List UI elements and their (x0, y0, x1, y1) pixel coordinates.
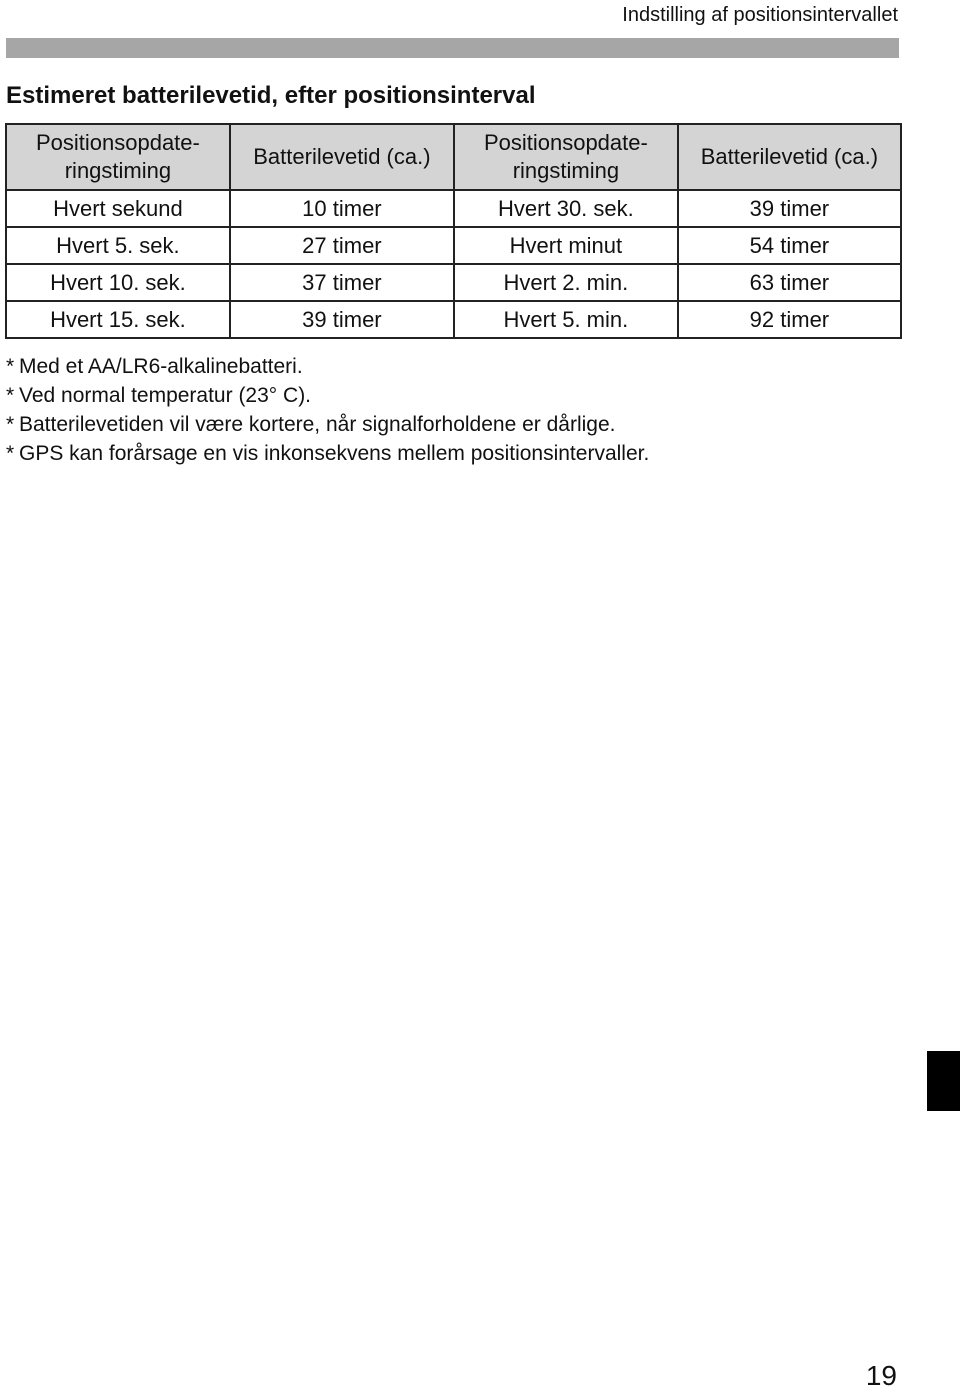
footnote-text: Batterilevetiden vil være kortere, når signalforholdene er dårlige. (19, 413, 616, 436)
table-cell: Hvert 15. sek. (6, 301, 230, 338)
table-cell: Hvert 10. sek. (6, 264, 230, 301)
table-cell: 54 timer (678, 227, 901, 264)
chapter-thumb-tab (927, 1051, 960, 1111)
table-row (6, 227, 901, 264)
footnote (6, 410, 649, 439)
footnote (6, 381, 649, 410)
footnote-text: Ved normal temperatur (23° C). (19, 384, 312, 407)
header-update-timing-1: Positionsopdate- ringstiming (6, 124, 230, 190)
footnote-marker: * (6, 413, 15, 436)
header-update-timing-2: Positionsopdate- ringstiming (454, 124, 678, 190)
table-cell: Hvert sekund (6, 190, 230, 227)
page-number: 19 (865, 1360, 897, 1391)
header-battery-life-1: Batterilevetid (ca.) (230, 124, 454, 190)
table-cell: 37 timer (230, 264, 454, 301)
footnote-text: GPS kan forårsage en vis inkonsekvens mellem positionsintervaller. (19, 442, 650, 465)
section-title: Estimeret batterilevetid, efter positionsinterval (6, 82, 536, 109)
footnote (6, 439, 649, 468)
table-cell: Hvert 2. min. (454, 264, 678, 301)
table-cell: 92 timer (678, 301, 901, 338)
table-cell: 39 timer (230, 301, 454, 338)
table-row (6, 190, 901, 227)
table-cell: Hvert 30. sek. (454, 190, 678, 227)
table-cell: 39 timer (678, 190, 901, 227)
table-cell: Hvert 5. sek. (6, 227, 230, 264)
footnotes (6, 352, 649, 468)
footnote-marker: * (6, 384, 15, 407)
header-battery-life-2: Batterilevetid (ca.) (678, 124, 901, 190)
table-cell: Hvert 5. min. (454, 301, 678, 338)
battery-life-table (5, 123, 902, 339)
table-cell: 27 timer (230, 227, 454, 264)
footnote-marker: * (6, 355, 15, 378)
table-cell: Hvert minut (454, 227, 678, 264)
table-header-row (6, 124, 901, 190)
header-rule (6, 38, 899, 58)
footnote-text: Med et AA/LR6-alkalinebatteri. (19, 355, 303, 378)
footnote (6, 352, 649, 381)
running-header: Indstilling af positionsintervallet (622, 4, 898, 26)
table-row (6, 264, 901, 301)
footnote-marker: * (6, 442, 15, 465)
table-cell: 63 timer (678, 264, 901, 301)
table-cell: 10 timer (230, 190, 454, 227)
table-row (6, 301, 901, 338)
